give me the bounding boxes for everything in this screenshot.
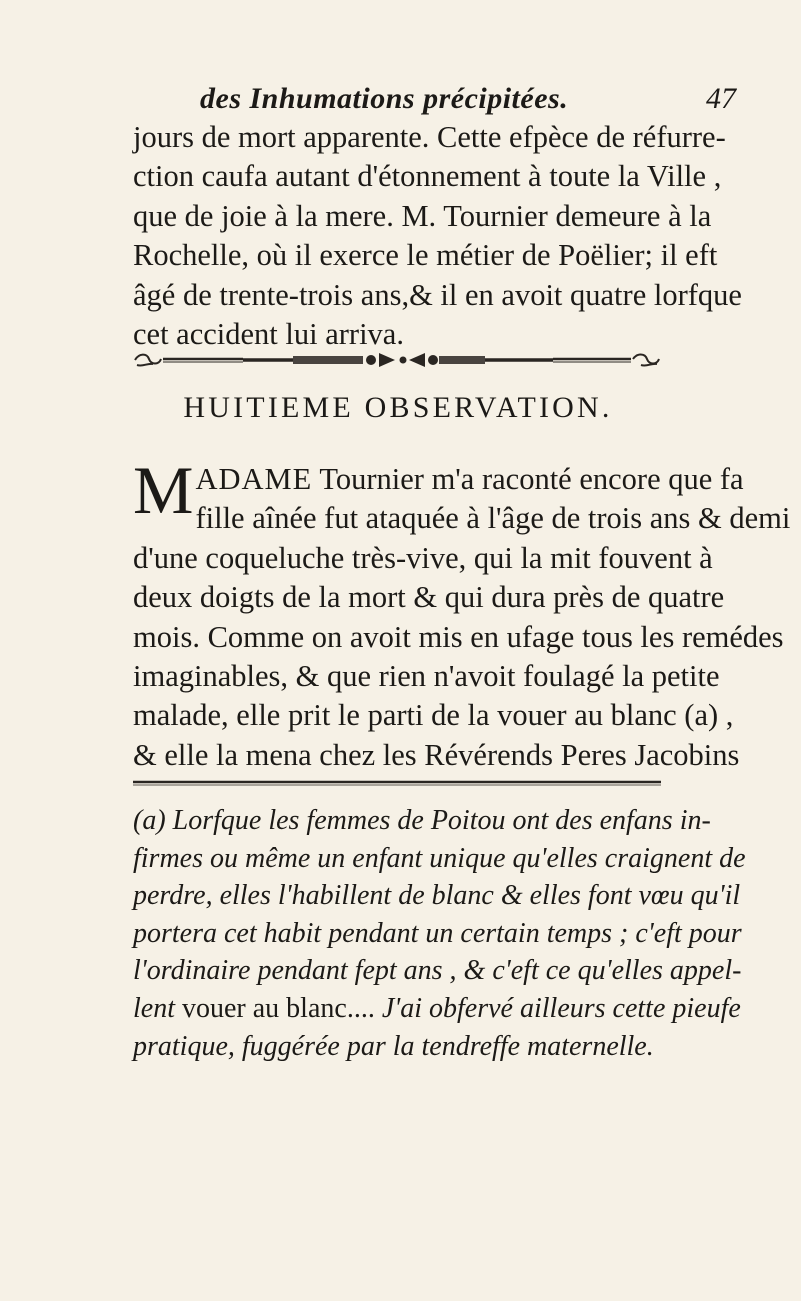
- text-line: âgé de trente-trois ans,& il en avoit quatre lorfque: [133, 277, 742, 312]
- footnote-line: l'ordinaire pendant fept ans , & c'eft ce qu'elles appel-: [133, 955, 742, 987]
- footnote: [133, 802, 746, 1065]
- text-line: deux doigts de la mort & qui dura près de quatre: [133, 580, 725, 615]
- first-word-small-caps: ADAME: [195, 462, 313, 496]
- intro-paragraph: [133, 118, 742, 354]
- text-line: que de joie à la mere. M. Tournier demeure à la: [133, 198, 712, 233]
- footnote-line: firmes ou même un enfant unique qu'elles craignent de: [133, 842, 746, 874]
- text-line: jours de mort apparente. Cette efpèce de réfurre-: [133, 120, 726, 154]
- footnote-line: perdre, elles l'habillent de blanc & elles font vœu qu'il: [133, 880, 741, 912]
- ornament-center-motif-icon: [293, 353, 485, 367]
- text-line: ction caufa autant d'étonnement à toute la Ville ,: [133, 159, 722, 194]
- text-line: fille aînée fut ataquée à l'âge de trois ans & demi: [195, 501, 791, 536]
- footnote-line-start: lent: [133, 992, 182, 1024]
- text-line: malade, elle prit le parti de la vouer au blanc (a) ,: [133, 698, 734, 733]
- footnote-line: portera cet habit pendant un certain temps ; c'eft pour: [133, 917, 742, 949]
- page-number: 47: [706, 82, 736, 115]
- observation-paragraph: [133, 452, 791, 775]
- footnote-line: (a) Lorfque les femmes de Poitou ont des enfans in-: [133, 805, 711, 836]
- text-line: imaginables, & que rien n'avoit foulagé la petite: [133, 659, 720, 694]
- text-line: mois. Comme on avoit mis en ufage tous les remédes: [133, 619, 784, 654]
- drop-cap: M: [133, 452, 194, 528]
- running-title: des Inhumations précipitées.: [200, 82, 569, 115]
- footnote-upright-phrase: vouer au blanc....: [182, 992, 375, 1024]
- footnote-rule: [133, 780, 661, 786]
- ornament-divider: [133, 351, 661, 369]
- first-line-rest: Tournier m'a raconté encore que fa: [312, 462, 744, 496]
- footnote-line: [133, 990, 741, 1028]
- text-line: d'une coqueluche très-vive, qui la mit fouvent à: [133, 540, 713, 575]
- text-line: cet accident lui arriva.: [133, 317, 404, 352]
- section-heading: HUITIEME OBSERVATION.: [183, 391, 613, 424]
- ornament-right-flourish-icon: [633, 355, 659, 366]
- footnote-line-end: J'ai obfervé ailleurs cette pieufe: [374, 992, 741, 1024]
- footnote-line: pratique, fuggérée par la tendreffe maternelle.: [133, 1030, 654, 1062]
- text-line: Rochelle, où il exerce le métier de Poëlier; il eft: [133, 238, 718, 273]
- ornament-left-flourish-icon: [135, 355, 161, 366]
- text-line: [133, 460, 744, 499]
- running-head: [0, 82, 801, 122]
- text-line: & elle la mena chez les Révérends Peres Jacobins: [133, 737, 740, 772]
